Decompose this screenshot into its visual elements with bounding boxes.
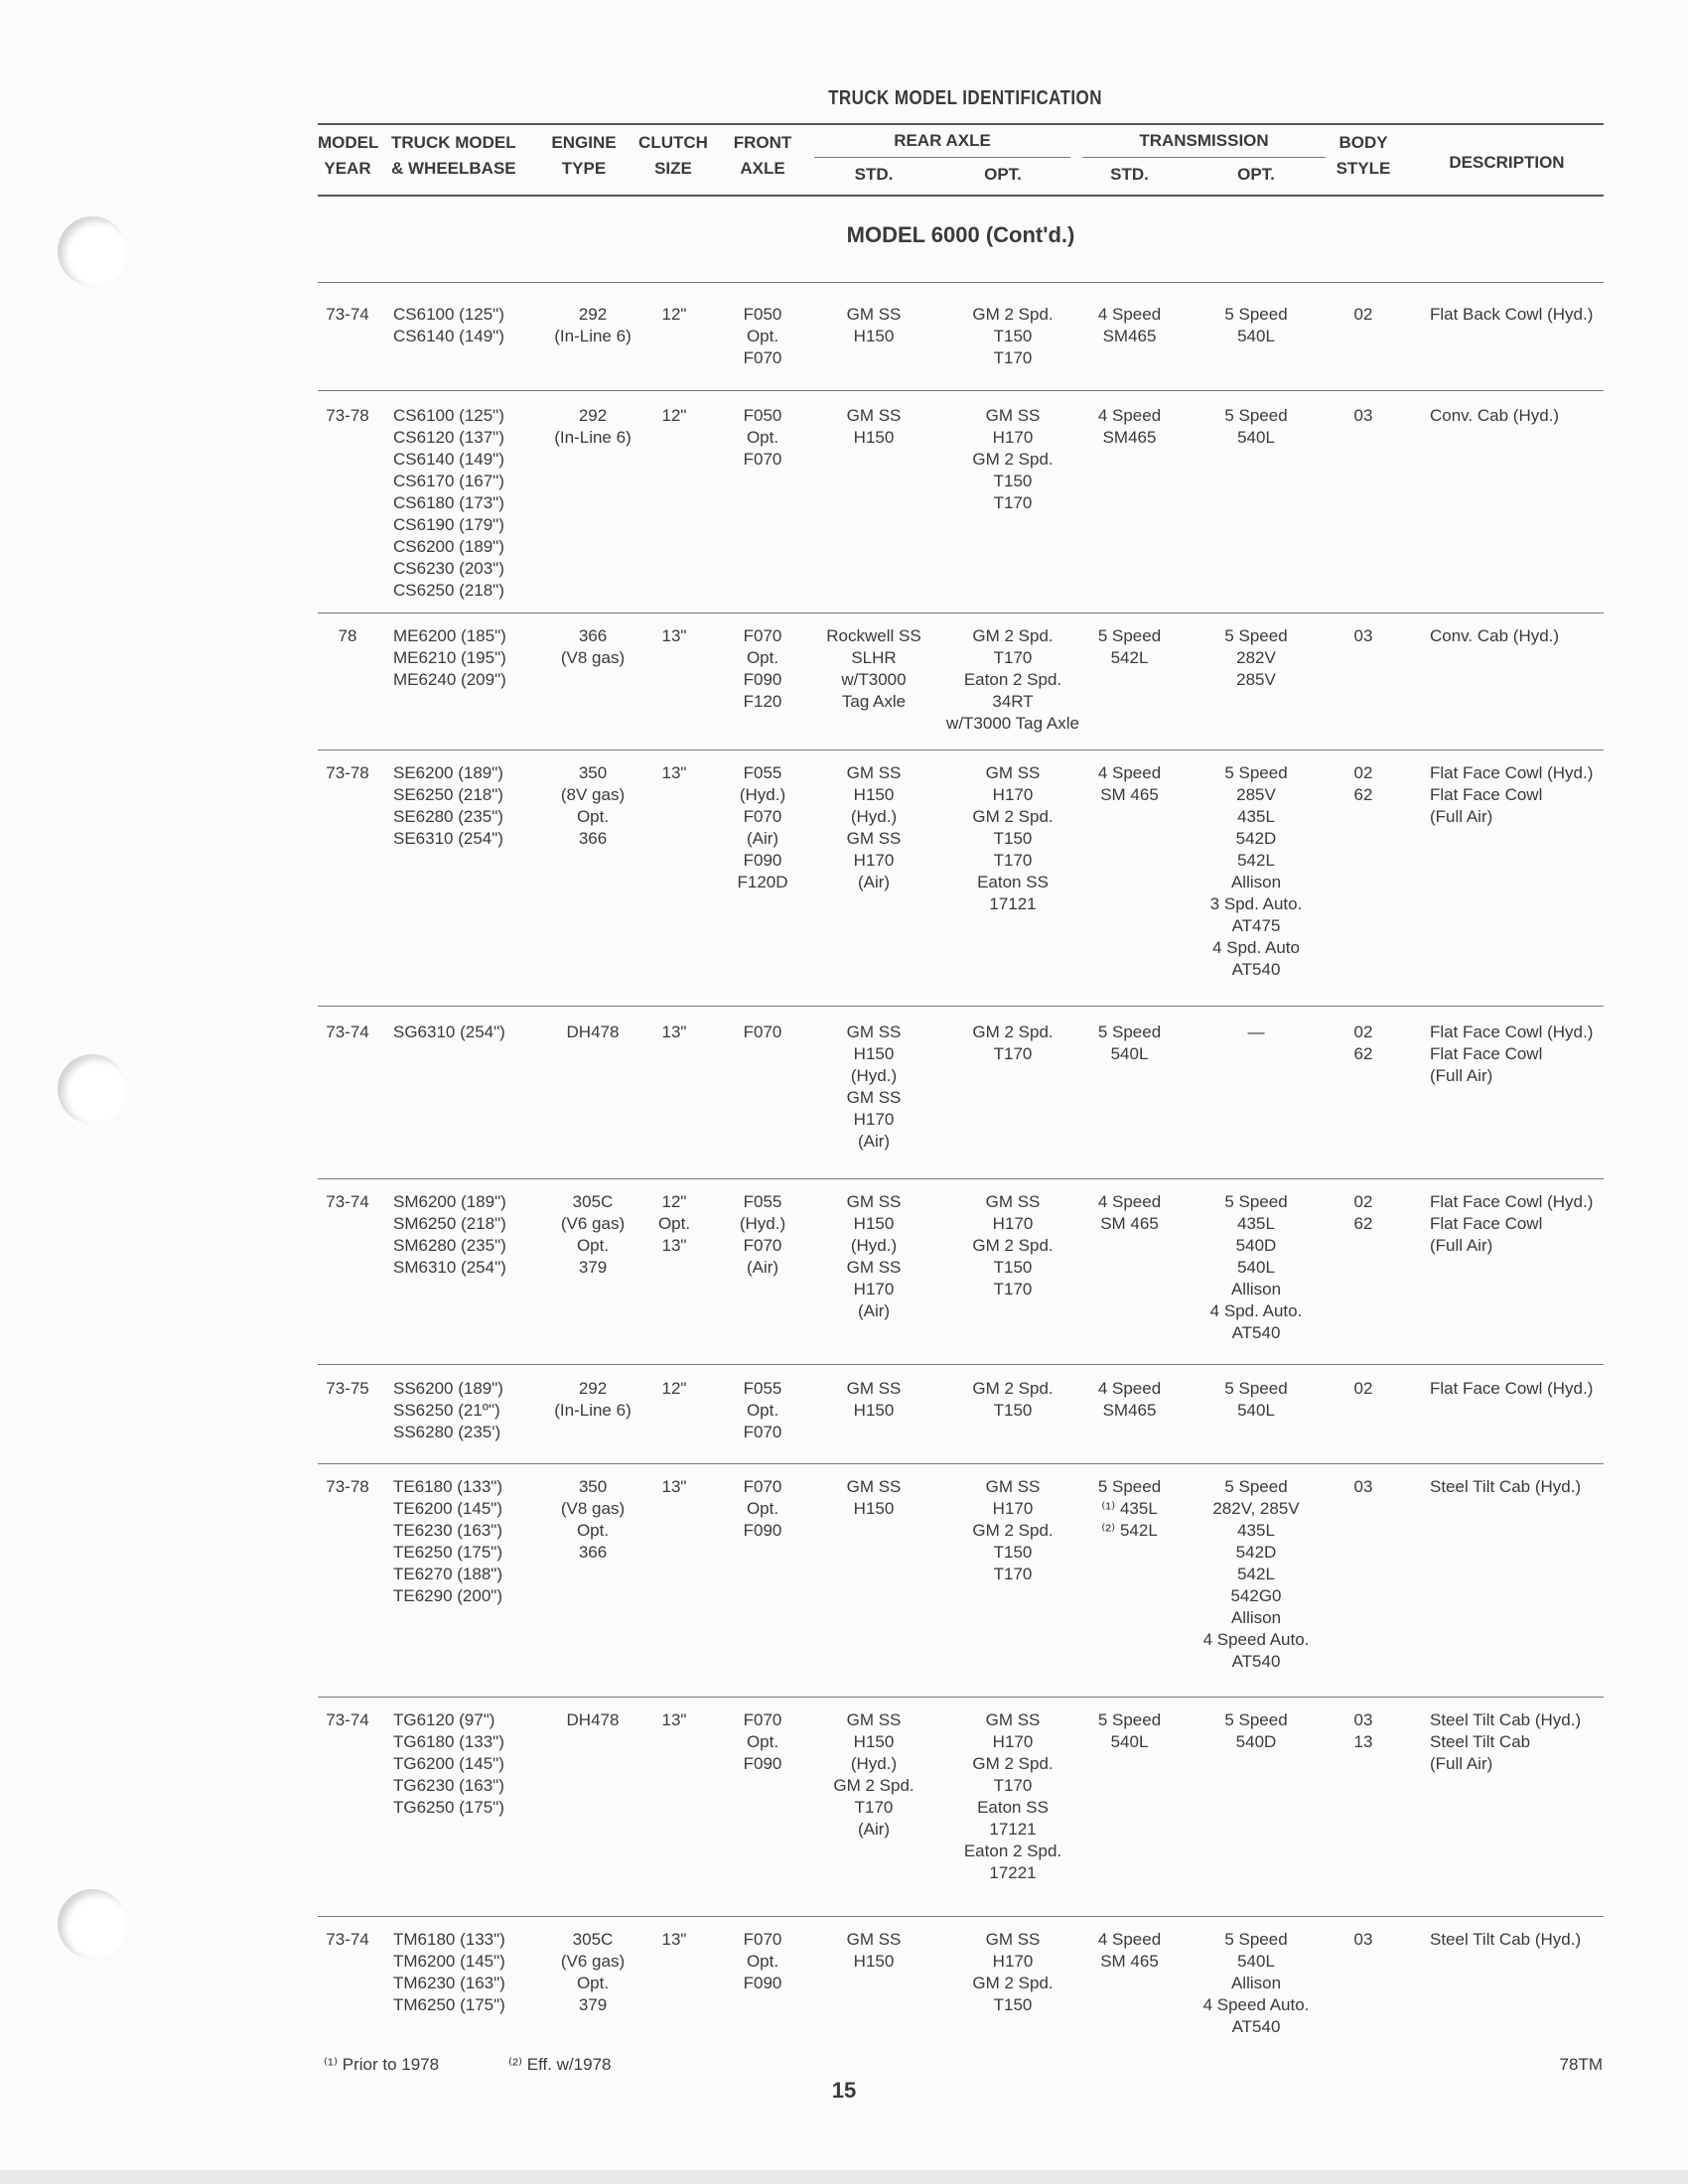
front-axle-cell: F050 Opt. F070 <box>743 305 782 367</box>
truck-model-cell: CS6100 (125") CS6140 (149") <box>393 305 504 345</box>
truck-model-cell: TM6180 (133") TM6200 (145") TM6230 (163") TM6250 (175") <box>393 1930 505 2014</box>
model-year-cell: 73-75 <box>326 1379 369 1398</box>
header-transmission: TRANSMISSION <box>1139 131 1269 150</box>
header-trans-std: STD. <box>1110 165 1149 184</box>
front-axle-cell: F070 Opt. F090 <box>743 1710 782 1773</box>
body-style-cell: 03 <box>1353 1930 1373 1949</box>
transmission-std-cell: 4 Speed SM 465 <box>1097 1930 1162 1971</box>
transmission-std-cell: 5 Speed ⁽¹⁾ 435L ⁽²⁾ 542L <box>1097 1477 1162 1540</box>
binder-hole-top <box>58 216 127 286</box>
rear-axle-opt-cell: GM SS H170 GM 2 Spd. T150 T170 <box>972 406 1054 512</box>
clutch-size-cell: 13" <box>661 1710 687 1729</box>
model-year-cell: 73-78 <box>326 1477 369 1496</box>
model-year-cell: 73-74 <box>326 1023 369 1041</box>
rear-axle-std-cell: GM SS H150 <box>846 305 902 345</box>
header-trans-opt: OPT. <box>1237 165 1275 184</box>
rear-axle-std-cell: GM SS H150 <box>846 1477 902 1518</box>
rear-axle-opt-cell: GM SS H170 GM 2 Spd. T170 Eaton SS 17121 Eaton 2 Spd. 17221 <box>963 1710 1062 1882</box>
clutch-size-cell: 12" <box>661 406 687 425</box>
truck-model-cell: SE6200 (189") SE6250 (218") SE6280 (235") SE6310 (254") <box>393 763 503 848</box>
clutch-size-cell: 13" <box>661 1023 687 1041</box>
engine-type-cell: 292 (In-Line 6) <box>554 305 632 345</box>
transmission-std-cell: 5 Speed 540L <box>1097 1710 1162 1751</box>
truck-model-cell: SG6310 (254") <box>393 1023 505 1041</box>
body-style-cell: 03 <box>1353 406 1373 425</box>
model-year-cell: 73-74 <box>326 305 369 324</box>
rear-axle-std-cell: GM SS H150 (Hyd.) GM SS H170 (Air) <box>846 1192 902 1320</box>
transmission-opt-cell: 5 Speed 540L <box>1224 1379 1288 1420</box>
row-separator <box>318 1006 1604 1007</box>
front-axle-cell: F055 (Hyd.) F070 (Air) F090 F120D <box>737 763 788 891</box>
body-style-cell: 02 62 <box>1353 1023 1373 1063</box>
footnote-prior-1978: ⁽¹⁾ Prior to 1978 <box>324 2055 440 2074</box>
transmission-opt-cell: 5 Speed 435L 540D 540L Allison 4 Spd. Auto. AT540 <box>1209 1192 1303 1342</box>
clutch-size-cell: 13" <box>661 1930 687 1949</box>
front-axle-cell: F055 (Hyd.) F070 (Air) <box>739 1192 786 1277</box>
engine-type-cell: 305C (V6 gas) Opt. 379 <box>560 1192 626 1277</box>
engine-type-cell: 350 (8V gas) Opt. 366 <box>560 763 626 848</box>
body-style-cell: 03 <box>1353 1477 1373 1496</box>
engine-type-cell: DH478 <box>566 1023 620 1041</box>
header-front-axle: FRONT AXLE <box>733 133 792 178</box>
rear-axle-std-cell: GM SS H150 (Hyd.) GM SS H170 (Air) <box>846 1023 902 1151</box>
header-model-year: MODEL YEAR <box>318 133 379 178</box>
transmission-opt-cell: — <box>1247 1023 1265 1041</box>
truck-model-cell: ME6200 (185") ME6210 (195") ME6240 (209") <box>393 626 506 689</box>
truck-model-cell: TG6120 (97") TG6180 (133") TG6200 (145") TG6230 (163") TG6250 (175") <box>393 1710 504 1817</box>
description-cell: Flat Face Cowl (Hyd.) Flat Face Cowl (Full Air) <box>1430 763 1594 826</box>
engine-type-cell: 305C (V6 gas) Opt. 379 <box>560 1930 626 2014</box>
description-cell: Flat Face Cowl (Hyd.) Flat Face Cowl (Full Air) <box>1430 1023 1594 1085</box>
description-cell: Steel Tilt Cab (Hyd.) <box>1430 1930 1582 1949</box>
transmission-std-cell: 4 Speed SM465 <box>1097 305 1162 345</box>
rear-axle-opt-cell: GM 2 Spd. T170 Eaton 2 Spd. 34RT w/T3000 Tag Axle <box>946 626 1079 733</box>
rear-axle-opt-cell: GM 2 Spd. T170 <box>972 1023 1054 1063</box>
rear-axle-std-cell: GM SS H150 <box>846 406 902 447</box>
description-cell: Conv. Cab (Hyd.) <box>1430 406 1560 425</box>
page-edge <box>0 2170 1688 2184</box>
row-separator <box>318 1463 1604 1464</box>
rear-axle-opt-cell: GM SS H170 GM 2 Spd. T150 <box>972 1930 1054 2014</box>
truck-model-cell: SS6200 (189") SS6250 (21º") SS6280 (235') <box>393 1379 503 1441</box>
transmission-opt-cell: 5 Speed 540L <box>1224 305 1288 345</box>
transmission-subrule <box>1082 157 1326 158</box>
transmission-std-cell: 4 Speed SM 465 <box>1097 1192 1162 1233</box>
header-clutch-size: CLUTCH SIZE <box>638 133 708 178</box>
row-separator <box>318 1916 1604 1917</box>
page-number: 15 <box>831 2078 857 2103</box>
front-axle-cell: F070 <box>743 1023 782 1041</box>
engine-type-cell: 292 (In-Line 6) <box>554 406 632 447</box>
transmission-opt-cell: 5 Speed 540D <box>1224 1710 1288 1751</box>
rear-axle-opt-cell: GM SS H170 GM 2 Spd. T150 T170 <box>972 1477 1054 1583</box>
clutch-size-cell: 13" <box>661 763 687 782</box>
row-separator <box>318 1697 1604 1698</box>
description-cell: Conv. Cab (Hyd.) <box>1430 626 1560 645</box>
model-year-cell: 73-74 <box>326 1192 369 1211</box>
transmission-opt-cell: 5 Speed 540L <box>1224 406 1288 447</box>
page-title: TRUCK MODEL IDENTIFICATION <box>828 87 1102 109</box>
row-separator <box>318 390 1604 391</box>
rear-axle-std-cell: GM SS H150 <box>846 1930 902 1971</box>
header-body-style: BODY STYLE <box>1336 133 1391 178</box>
engine-type-cell: 292 (In-Line 6) <box>554 1379 632 1420</box>
binder-hole-bottom <box>58 1889 127 1959</box>
body-style-cell: 02 <box>1353 1379 1373 1398</box>
rear-axle-opt-cell: GM SS H170 GM 2 Spd. T150 T170 <box>972 1192 1054 1298</box>
rear-axle-std-cell: GM SS H150 (Hyd.) GM 2 Spd. T170 (Air) <box>833 1710 914 1839</box>
engine-type-cell: 350 (V8 gas) Opt. 366 <box>560 1477 626 1562</box>
body-style-cell: 02 62 <box>1353 1192 1373 1233</box>
clutch-size-cell: 12" <box>661 305 687 324</box>
model-year-cell: 73-74 <box>326 1930 369 1949</box>
description-cell: Flat Face Cowl (Hyd.) Flat Face Cowl (Full Air) <box>1430 1192 1594 1255</box>
truck-model-cell: CS6100 (125") CS6120 (137") CS6140 (149") CS6170 (167") CS6180 (173") CS6190 (179") CS6200 (189") CS6230 (203") CS6250 (218") <box>393 406 504 600</box>
document-code: 78TM <box>1559 2055 1603 2074</box>
truck-model-cell: TE6180 (133") TE6200 (145") TE6230 (163") TE6250 (175") TE6270 (188") TE6290 (200") <box>393 1477 502 1605</box>
transmission-std-cell: 5 Speed 542L <box>1097 626 1162 667</box>
description-cell: Flat Back Cowl (Hyd.) <box>1430 305 1594 324</box>
transmission-std-cell: 4 Speed SM465 <box>1097 1379 1162 1420</box>
truck-model-cell: SM6200 (189") SM6250 (218") SM6280 (235") SM6310 (254") <box>393 1192 506 1277</box>
transmission-opt-cell: 5 Speed 540L Allison 4 Speed Auto. AT540 <box>1202 1930 1310 2036</box>
engine-type-cell: DH478 <box>566 1710 620 1729</box>
header-description: DESCRIPTION <box>1449 153 1565 172</box>
model-year-cell: 73-78 <box>326 406 369 425</box>
section-rule <box>318 282 1604 283</box>
front-axle-cell: F050 Opt. F070 <box>743 406 782 469</box>
engine-type-cell: 366 (V8 gas) <box>560 626 626 667</box>
clutch-size-cell: 12" <box>661 1379 687 1398</box>
front-axle-cell: F070 Opt. F090 <box>743 1477 782 1540</box>
rear-axle-opt-cell: GM 2 Spd. T150 T170 <box>972 305 1054 367</box>
header-rear-axle: REAR AXLE <box>894 131 991 150</box>
body-style-cell: 03 13 <box>1353 1710 1373 1751</box>
model-year-cell: 78 <box>338 626 357 645</box>
transmission-opt-cell: 5 Speed 282V 285V <box>1224 626 1288 689</box>
description-cell: Steel Tilt Cab (Hyd.) Steel Tilt Cab (Full Air) <box>1430 1710 1582 1773</box>
clutch-size-cell: 13" <box>661 626 687 645</box>
header-rear-opt: OPT. <box>984 165 1022 184</box>
model-year-cell: 73-74 <box>326 1710 369 1729</box>
rear-axle-std-cell: GM SS H150 (Hyd.) GM SS H170 (Air) <box>846 763 902 891</box>
binder-hole-middle <box>58 1054 127 1124</box>
model-year-cell: 73-78 <box>326 763 369 782</box>
row-separator <box>318 750 1604 751</box>
footnote-eff-1978: ⁽²⁾ Eff. w/1978 <box>508 2055 612 2074</box>
body-style-cell: 02 62 <box>1353 763 1373 804</box>
description-cell: Flat Face Cowl (Hyd.) <box>1430 1379 1594 1398</box>
header-engine-type: ENGINE TYPE <box>551 133 617 178</box>
body-style-cell: 03 <box>1353 626 1373 645</box>
header-rear-std: STD. <box>854 165 894 184</box>
body-style-cell: 02 <box>1353 305 1373 324</box>
clutch-size-cell: 12" Opt. 13" <box>657 1192 691 1255</box>
rear-axle-std-cell: GM SS H150 <box>846 1379 902 1420</box>
rear-axle-opt-cell: GM 2 Spd. T150 <box>972 1379 1054 1420</box>
row-separator <box>318 1178 1604 1179</box>
rear-axle-opt-cell: GM SS H170 GM 2 Spd. T150 T170 Eaton SS 17121 <box>972 763 1054 913</box>
front-axle-cell: F055 Opt. F070 <box>743 1379 782 1441</box>
header-top-rule <box>318 123 1604 125</box>
front-axle-cell: F070 Opt. F090 <box>743 1930 782 1992</box>
row-separator <box>318 613 1604 614</box>
section-heading: MODEL 6000 (Cont'd.) <box>846 222 1075 247</box>
transmission-opt-cell: 5 Speed 285V 435L 542D 542L Allison 3 Spd. Auto. AT475 4 Spd. Auto AT540 <box>1209 763 1303 979</box>
transmission-opt-cell: 5 Speed 282V, 285V 435L 542D 542L 542G0 Allison 4 Speed Auto. AT540 <box>1202 1477 1310 1671</box>
front-axle-cell: F070 Opt. F090 F120 <box>743 626 782 711</box>
transmission-std-cell: 5 Speed 540L <box>1097 1023 1162 1063</box>
clutch-size-cell: 13" <box>661 1477 687 1496</box>
rear-axle-std-cell: Rockwell SS SLHR w/T3000 Tag Axle <box>826 626 921 711</box>
header-truck-model: TRUCK MODEL & WHEELBASE <box>391 133 516 178</box>
description-cell: Steel Tilt Cab (Hyd.) <box>1430 1477 1582 1496</box>
transmission-std-cell: 4 Speed SM 465 <box>1097 763 1162 804</box>
row-separator <box>318 1364 1604 1365</box>
transmission-std-cell: 4 Speed SM465 <box>1097 406 1162 447</box>
rear-axle-subrule <box>814 157 1070 158</box>
header-bottom-rule <box>318 195 1604 197</box>
